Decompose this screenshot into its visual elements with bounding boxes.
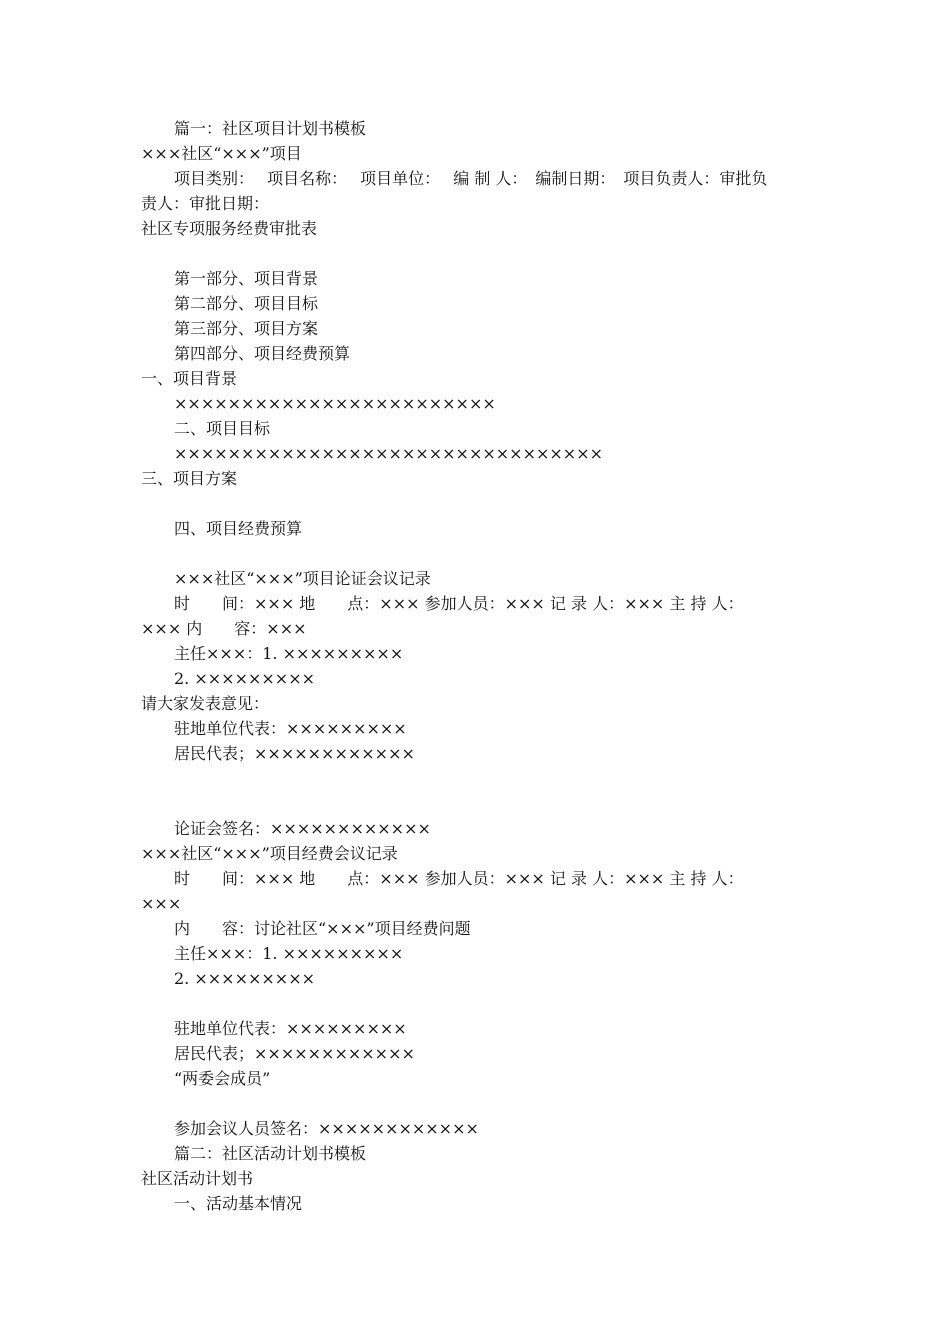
project-fields-line: 项目类别： 项目名称： 项目单位： 编 制 人： 编制日期： 项目负责人：审批负 — [174, 169, 768, 188]
project-fields-line-cont: 责人：审批日期： — [141, 194, 270, 213]
meeting-info-line-cont: ××× — [141, 894, 182, 913]
unit-representative: 驻地单位代表：××××××××× — [174, 1019, 407, 1038]
unit-representative: 驻地单位代表：××××××××× — [174, 719, 407, 738]
section-title: 篇一：社区项目计划书模板 — [174, 119, 367, 138]
section-title: 篇二：社区活动计划书模板 — [174, 1144, 367, 1163]
activity-plan-title: 社区活动计划书 — [141, 1169, 254, 1188]
toc-item-3: 第三部分、项目方案 — [174, 319, 319, 338]
placeholder-text: ×××××××××××××××××××××××××××××××× — [174, 444, 603, 463]
meeting-content: 内 容：讨论社区“×××”项目经费问题 — [174, 919, 471, 938]
heading-plan: 三、项目方案 — [141, 469, 238, 488]
toc-item-2: 第二部分、项目目标 — [174, 294, 319, 313]
meeting-info-line-cont: ××× 内 容：××× — [141, 619, 307, 638]
attendee-signature-line: 参加会议人员签名：×××××××××××× — [174, 1119, 479, 1138]
project-title: ×××社区“×××”项目 — [141, 144, 302, 163]
approval-form-title: 社区专项服务经费审批表 — [141, 219, 318, 238]
committee-members: “两委会成员” — [174, 1069, 271, 1088]
director-remarks-2: 2. ××××××××× — [174, 969, 316, 988]
director-remarks: 主任×××：1. ××××××××× — [174, 944, 404, 963]
resident-representative: 居民代表；×××××××××××× — [174, 1044, 415, 1063]
heading-goals: 二、项目目标 — [174, 419, 271, 438]
heading-activity-basics: 一、活动基本情况 — [174, 1194, 303, 1213]
signature-line: 论证会签名：×××××××××××× — [174, 819, 431, 838]
resident-representative: 居民代表；×××××××××××× — [174, 744, 415, 763]
meeting-info-line: 时 间：××× 地 点：××× 参加人员：××× 记 录 人：××× 主 持 人： — [174, 594, 744, 613]
heading-budget: 四、项目经费预算 — [174, 519, 303, 538]
toc-item-4: 第四部分、项目经费预算 — [174, 344, 351, 363]
placeholder-text: ×××××××××××××××××××××××× — [174, 394, 496, 413]
meeting-info-line: 时 间：××× 地 点：××× 参加人员：××× 记 录 人：××× 主 持 人： — [174, 869, 744, 888]
heading-background: 一、项目背景 — [141, 369, 238, 388]
meeting-record-title: ×××社区“×××”项目论证会议记录 — [174, 569, 431, 588]
director-remarks: 主任×××：1. ××××××××× — [174, 644, 404, 663]
director-remarks-2: 2. ××××××××× — [174, 669, 316, 688]
budget-meeting-title: ×××社区“×××”项目经费会议记录 — [141, 844, 398, 863]
opinions-prompt: 请大家发表意见： — [141, 694, 270, 713]
toc-item-1: 第一部分、项目背景 — [174, 269, 319, 288]
